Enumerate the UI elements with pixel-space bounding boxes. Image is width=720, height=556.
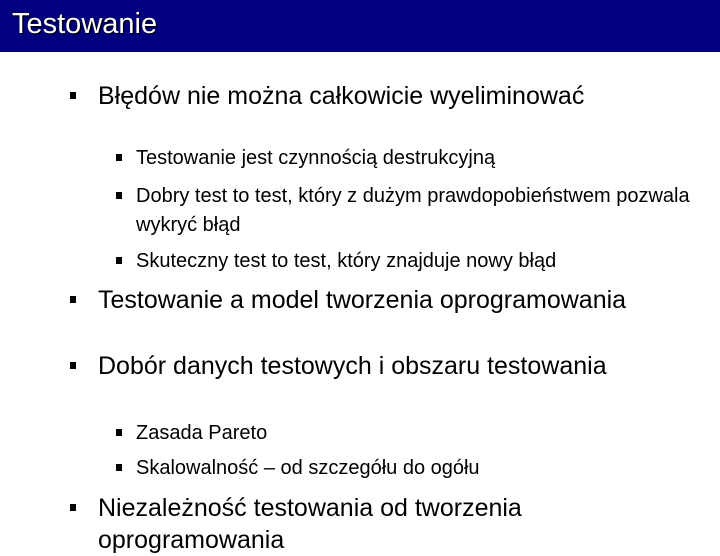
- square-bullet-icon: [70, 92, 76, 99]
- square-bullet-icon: [116, 429, 122, 436]
- bullet-text: Zasada Pareto: [136, 422, 268, 444]
- slide-title: Testowanie: [12, 8, 158, 40]
- bullet-text: Niezależność testowania od tworzenia oprogramowania: [98, 494, 522, 554]
- bullet-text: Testowanie a model tworzenia oprogramowania: [98, 286, 627, 314]
- bullet-item-8: [136, 454, 696, 483]
- bullet-item-2: [136, 144, 696, 173]
- bullet-item-3: [136, 182, 696, 240]
- bullet-text: Skalowalność – od szczegółu do ogółu: [136, 457, 480, 479]
- bullet-item-9: [98, 492, 698, 556]
- square-bullet-icon: [70, 504, 76, 511]
- bullet-text: Testowanie jest czynnością destrukcyjną: [136, 147, 496, 169]
- bullet-text: Skuteczny test to test, który znajduje nowy błąd: [136, 250, 557, 272]
- bullet-text: Dobór danych testowych i obszaru testowania: [98, 352, 607, 380]
- square-bullet-icon: [70, 362, 76, 369]
- square-bullet-icon: [116, 257, 122, 264]
- title-bar: [0, 0, 720, 52]
- bullet-item-5: [98, 284, 698, 316]
- bullet-item-6: [98, 350, 698, 382]
- bullet-item-7: [136, 419, 696, 448]
- bullet-text: Błędów nie można całkowicie wyeliminować: [98, 82, 585, 110]
- square-bullet-icon: [70, 296, 76, 303]
- square-bullet-icon: [116, 154, 122, 161]
- bullet-item-4: [136, 247, 696, 276]
- bullet-item-1: [98, 80, 698, 112]
- square-bullet-icon: [116, 192, 122, 199]
- bullet-text: Dobry test to test, który z dużym prawdopobieństwem pozwala wykryć błąd: [136, 185, 690, 236]
- square-bullet-icon: [116, 464, 122, 471]
